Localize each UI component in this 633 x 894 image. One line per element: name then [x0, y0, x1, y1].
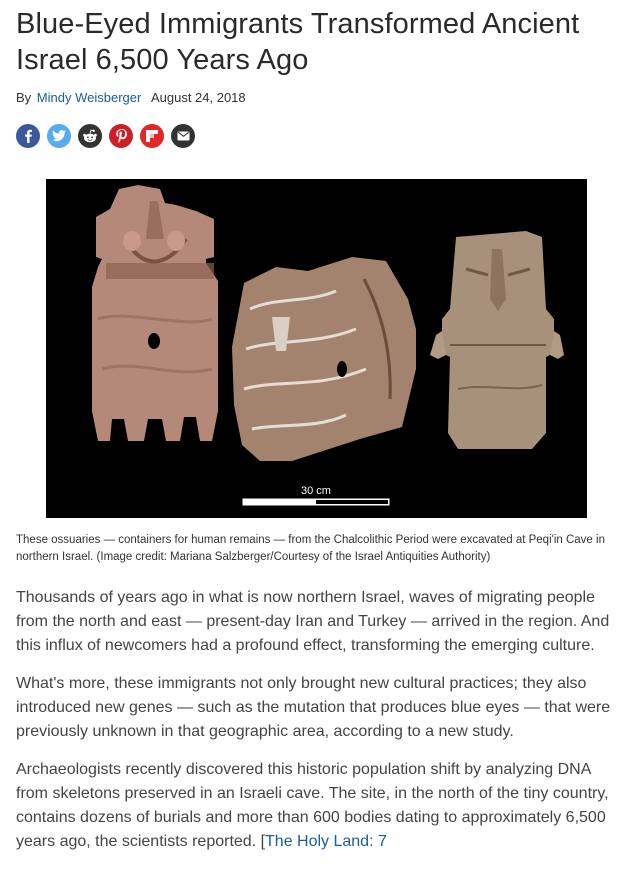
- facebook-share-button[interactable]: [16, 124, 40, 148]
- article-photo: [46, 179, 587, 518]
- pinterest-icon: [116, 129, 127, 143]
- publish-date: August 24, 2018: [150, 90, 246, 105]
- email-icon: [177, 131, 190, 141]
- paragraph-3: [16, 758, 617, 854]
- article-title: Blue-Eyed Immigrants Transformed Ancient Israel 6,500 Years Ago: [16, 8, 580, 76]
- scale-bar-label: 30 cm: [301, 485, 331, 497]
- middle-ossuary: [232, 257, 416, 461]
- share-bar: [16, 124, 617, 150]
- byline-prefix: By: [16, 90, 32, 105]
- ossuaries-photo: [46, 179, 587, 518]
- paragraph-2: What's more, these immigrants not only brought new cultural practices; they also introduced new genes — such as the mutation that produces blue eyes — that were previously unknown in that geographic area, according to a new study.: [16, 675, 611, 740]
- photo-caption: These ossuaries — containers for human remains — from the Chalcolithic Period were excavated at Peqi'in Cave in northern Israel. (Image credit: Mariana Salzberger/Courtesy of the Israel Antiquities Authority): [16, 534, 605, 563]
- flipboard-icon: [146, 130, 158, 142]
- left-ossuary: [92, 185, 218, 441]
- twitter-share-button[interactable]: [47, 124, 71, 148]
- paragraph-1: Thousands of years ago in what is now northern Israel, waves of migrating people from the north and east — present-day Iran and Turkey — arrived in the region. And this influx of newcomers had a profound effect, transforming the emerging culture.: [16, 589, 610, 654]
- email-share-button[interactable]: [171, 124, 195, 148]
- byline: [16, 90, 617, 108]
- holy-land-link[interactable]: The Holy Land: 7: [265, 833, 387, 850]
- twitter-icon: [52, 130, 66, 142]
- reddit-icon: [82, 129, 98, 143]
- article-body: [16, 586, 617, 854]
- author-link[interactable]: Mindy Weisberger: [36, 90, 142, 105]
- pinterest-share-button[interactable]: [109, 124, 133, 148]
- facebook-icon: [22, 129, 34, 143]
- reddit-share-button[interactable]: [78, 124, 102, 148]
- flipboard-share-button[interactable]: [140, 124, 164, 148]
- paragraph-3-text: Archaeologists recently discovered this historic population shift by analyzing DNA from skeletons preserved in an Israeli cave. The site, in the north of the tiny country, contains dozens of burials and more than 600 bodies dating to approximately 6,500 years ago, the scientists reported. [: [16, 761, 609, 850]
